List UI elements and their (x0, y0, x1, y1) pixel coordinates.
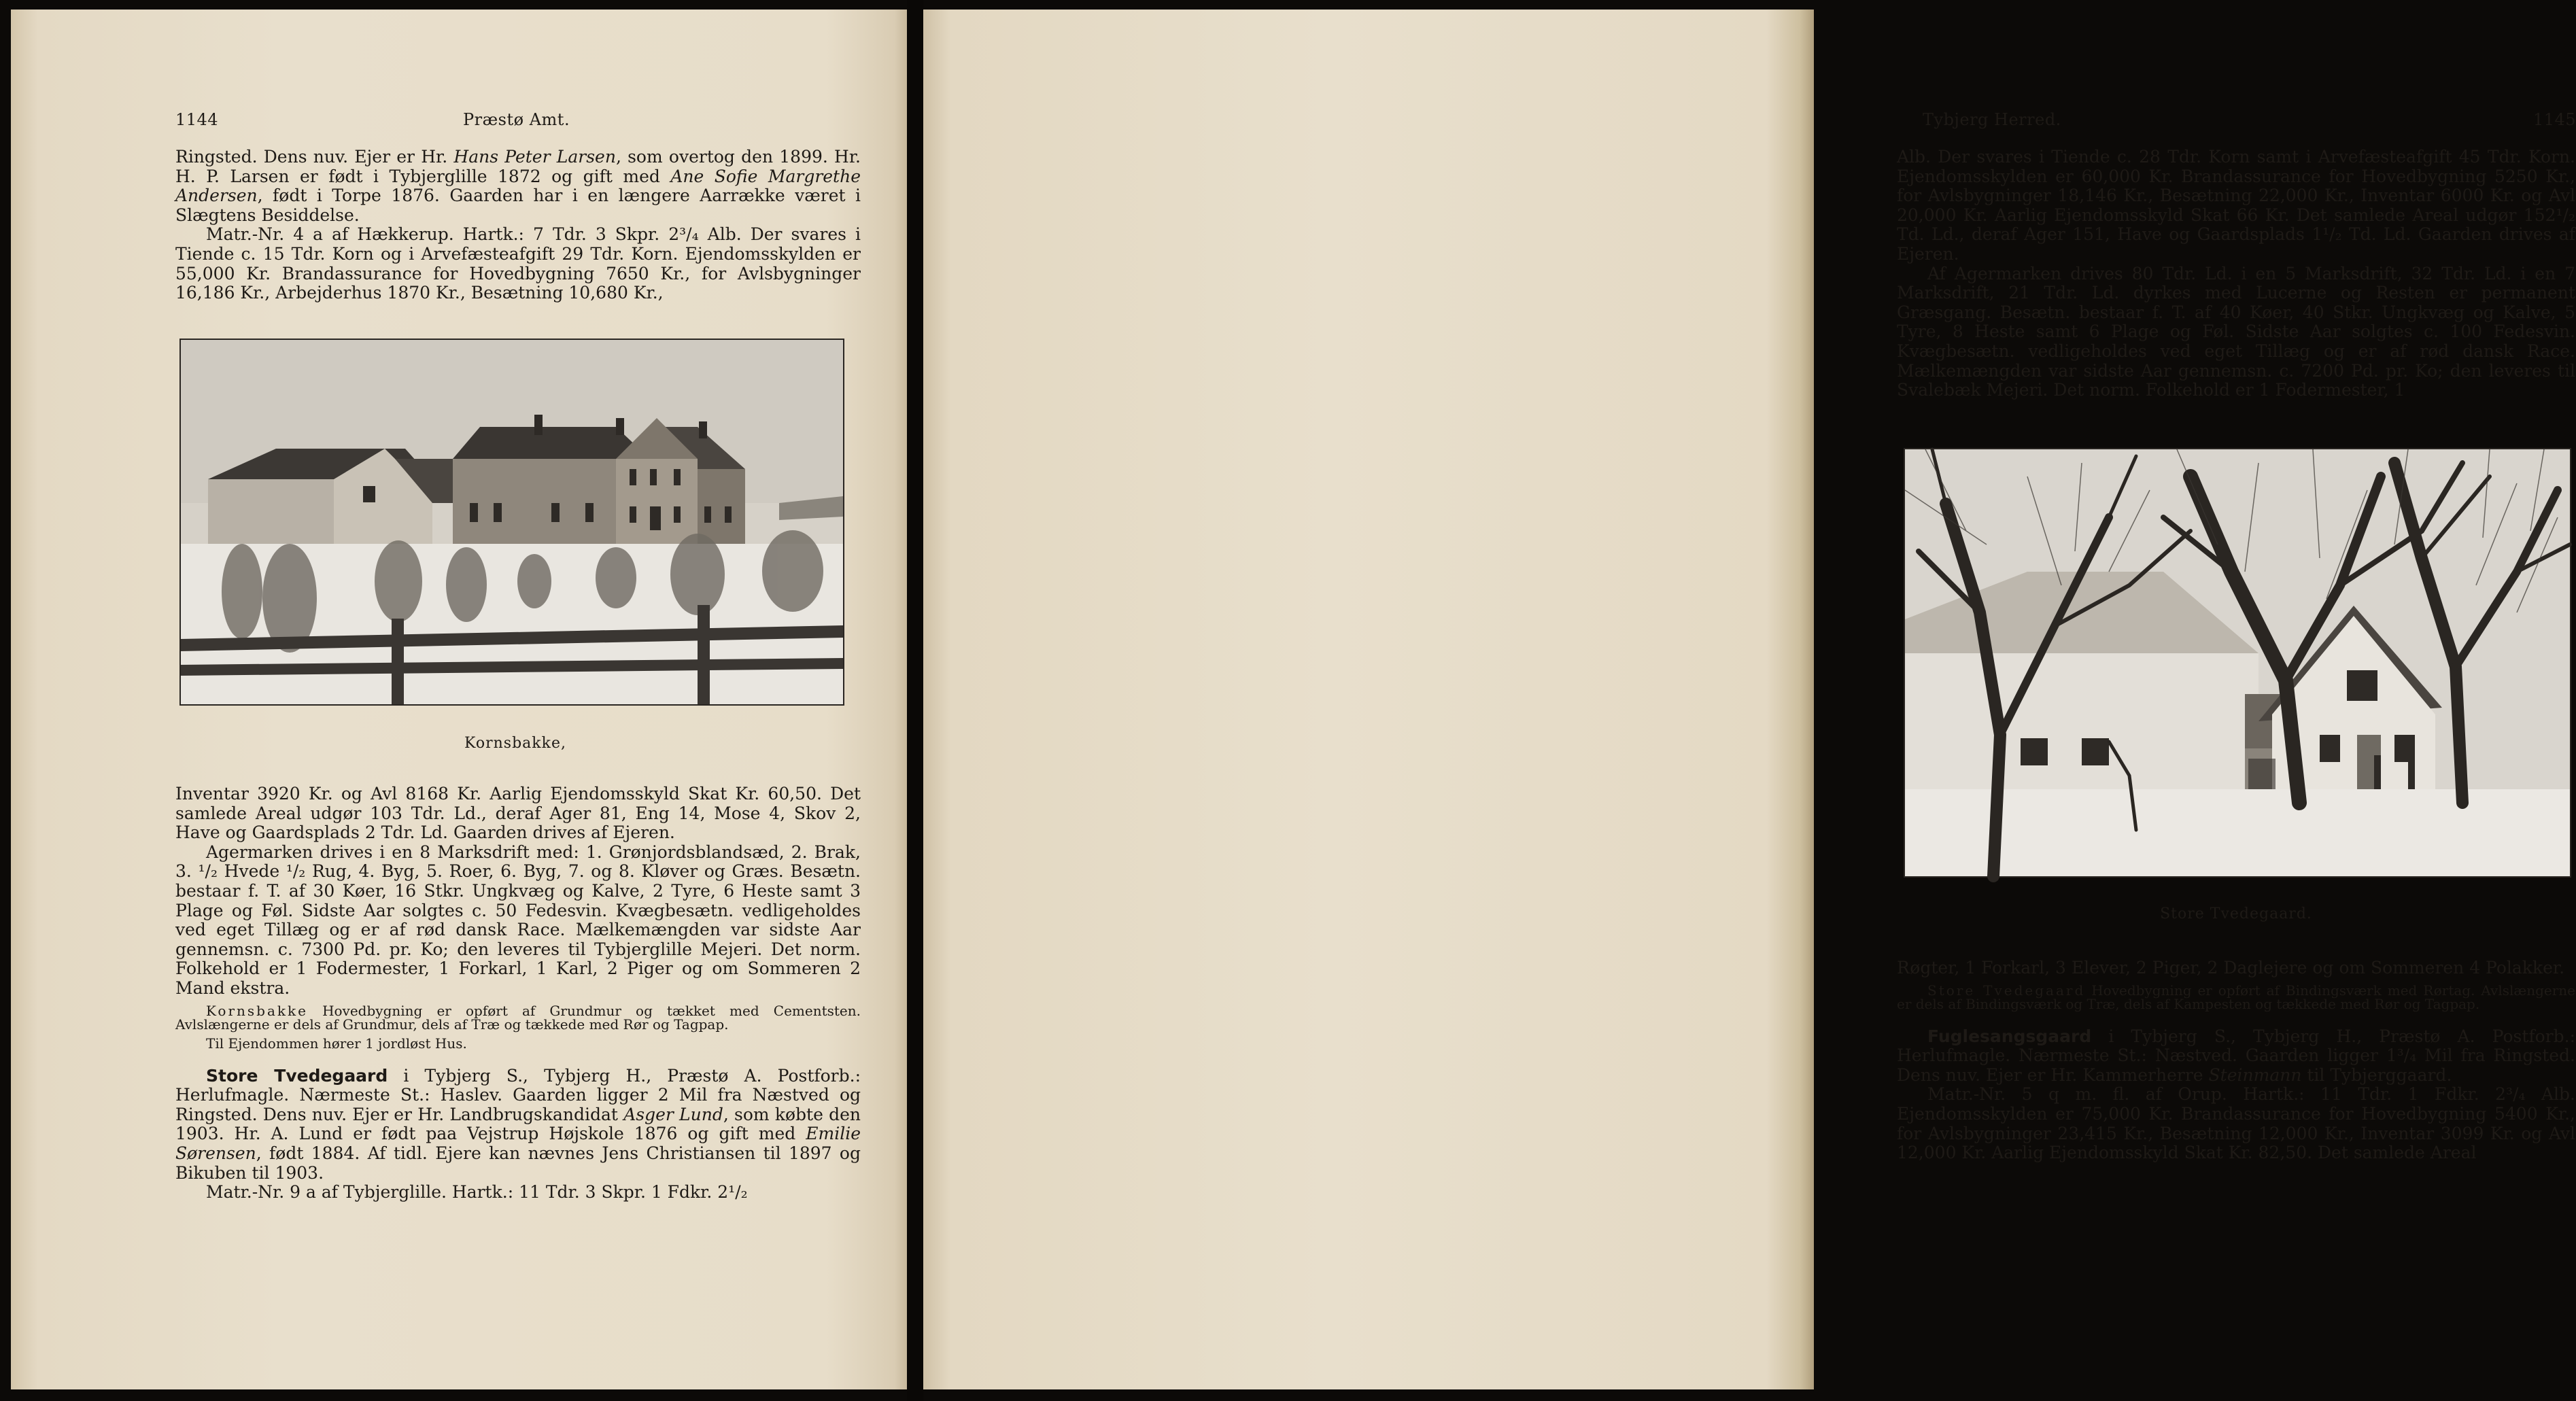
paragraph: Alb. Der svares i Tiende c. 28 Tdr. Korn samt i Arvefæsteafgift 45 Tdr. Korn. Ejendomsskylden er 60,000 Kr. Brandassurance for Hovedbygning 5250 Kr., for Avlsbygninger 18,146 Kr., Besætning 22,000 Kr., Inventar 6000 Kr. og Avl 20,000 Kr. Aarlig Ejendomsskyld Skat 66 Kr. Det samlede Areal udgør 152¹/₂ Td. Ld., deraf Ager 151, Have og Gaardsplads 1¹/₂ Td. Ld. Gaarden drives af Ejeren. (1897, 147, 2575, 264)
page-number: 1145 (2533, 110, 2576, 129)
photo-store-tvedegaard (1904, 448, 2571, 878)
text-block-top (175, 148, 861, 303)
paragraph: Af Agermarken drives 80 Tdr. Ld. i en 5 Marksdrift, 32 Tdr. Ld. i en 7 Marksdrift, 21 Tdr. Ld. dyrkes med Lucerne og Resten er permanent Græsgang. Besætn. bestaar f. T. af 40 Køer, 40 Stkr. Ungkvæg og Kalve, 5 Tyre, 8 Heste samt 6 Plage og Føl. Sidste Aar solgtes c. 100 Fedesvin. Kvægbesætn. vedligeholdes ved eget Tillæg og er af rød dansk Race. Mælkemængden var sidste Aar gennemsn. c. 7200 Pd. pr. Ko; den leveres til Svalebæk Mejeri. Det norm. Folkehold er 1 Fodermester, 1 (1897, 263, 2575, 400)
book-gutter (907, 0, 923, 1401)
photo-caption: Store Tvedegaard. (2160, 905, 2312, 922)
photo-kornsbakke (179, 339, 844, 706)
note-paragraph: Kornsbakke Hovedbygning er opført af Grundmur og tækket med Cementsten. Avlslængerne er dels af Grundmur, dels af Træ og tækkede med Rør og Tagpap. (175, 1002, 861, 1033)
text-block-top (1897, 148, 2575, 400)
photo-caption: Kornsbakke, (464, 735, 566, 752)
page-number: 1144 (175, 110, 219, 129)
farmhouse-photo (1905, 449, 2570, 876)
paragraph: Matr.-Nr. 5 q m. fl. af Orup. Hartk.: 11 Tdr. 1 Fdkr. 2³/₄ Alb. Ejendomsskylden er 75,000 Kr. Brandassurance for Hovedbygning 5400 Kr., for Avlsbygninger 23,415 Kr., Besætning 12,000 Kr., Inventar 3099 Kr. og Avl 12,000 Kr. Aarlig Ejendomsskyld Skat Kr. 82,50. Det samlede Areal (1897, 1084, 2575, 1163)
paragraph: Ringsted. Dens nuv. Ejer er Hr. Hans Peter Larsen, som overtog den 1899. Hr. H. P. Larsen er født i Tybjerglille 1872 og gift med Ane Sofie Margrethe Andersen, født i Torpe 1876. Gaarden har i en længere Aarrække været i Slægtens Besiddelse. (175, 147, 861, 225)
running-head: Tybjerg Herred. (1923, 110, 2061, 129)
entry-title: Store Tvedegaard (206, 1065, 388, 1086)
entry-paragraph: Fuglesangsgaard i Tybjerg S., Tybjerg H., Præstø A. Postforb.: Herlufmagle. Nærmeste St.: Næstved. Gaarden ligger 1³/₄ Mil fra Ringsted. Dens nuv. Ejer er Hr. Kammerherre Steinmann til Tybjerggaard. (1897, 1026, 2575, 1085)
paragraph: Agermarken drives i en 8 Marksdrift med: 1. Grønjordsblandsæd, 2. Brak, 3. ¹/₂ Hvede ¹/₂ Rug, 4. Byg, 5. Roer, 6. Byg, 7. og 8. Kløver og Græs. Besætn. bestaar f. T. af 30 Køer, 16 Stkr. Ungkvæg og Kalve, 2 Tyre, 6 Heste samt 3 Plage og Føl. Sidste Aar solgtes c. 50 Fedesvin. Kvægbesætn. vedligeholdes ved eget Tillæg og er af rød dansk Race. Mælkemængden var sidste Aar gennemsn. c. 7300 Pd. pr. Ko; den leveres til Tybjerglille Mejeri. Det norm. Folkehold er 1 Fodermester, 1 Forkarl, 1 Karl, 2 Piger og om Sommeren 2 Mand ekstra. (175, 842, 861, 998)
paragraph: Inventar 3920 Kr. og Avl 8168 Kr. Aarlig Ejendomsskyld Skat Kr. 60,50. Det samlede Areal udgør 103 Tdr. Ld., deraf Ager 81, Eng 14, Mose 4, Skov 2, Have og Gaardsplads 2 Tdr. Ld. Gaarden drives af Ejeren. (175, 784, 861, 843)
paragraph: Matr.-Nr. 9 a af Tybjerglille. Hartk.: 11 Tdr. 3 Skpr. 1 Fdkr. 2¹/₂ (206, 1182, 748, 1203)
running-head: Præstø Amt. (463, 110, 570, 129)
text-block-bottom (1897, 958, 2575, 1163)
paragraph: Røgter, 1 Forkarl, 3 Elever, 2 Piger, 2 Daglejere og om Sommeren 4 Polakker. (1897, 958, 2565, 978)
entry-title: Fuglesangsgaard (1927, 1026, 2092, 1046)
note-paragraph: Til Ejendommen hører 1 jordløst Hus. (206, 1035, 467, 1052)
left-page (11, 10, 907, 1389)
right-page (923, 10, 2576, 1389)
paragraph: Matr.-Nr. 4 a af Hækkerup. Hartk.: 7 Tdr. 3 Skpr. 2³/₄ Alb. Der svares i Tiende c. 15 Tdr. Korn og i Arvefæsteafgift 29 Tdr. Korn. Ejendomsskylden er 55,000 Kr. Brandassurance for Hovedbygning 7650 Kr., for Avlsbygninger 16,186 Kr., Arbejderhus 1870 Kr., Besætning 10,680 Kr., (175, 224, 861, 303)
note-paragraph: Store Tvedegaard Hovedbygning er opført af Bindingsværk med Rørtag. Avlslængerne er dels af Bindingsværk og Træ, dels af Kampesten og tækkede med Rør og Tagpap. (1897, 982, 2575, 1012)
farmhouse-photo (181, 340, 843, 704)
entry-paragraph: Store Tvedegaard i Tybjerg S., Tybjerg H., Præstø A. Postforb.: Herlufmagle. Nærmeste St.: Haslev. Gaarden ligger 2 Mil fra Næstved og Ringsted. Dens nuv. Ejer er Hr. Landbrugskandidat Asger Lund, som købte den 1903. Hr. A. Lund er født paa Vejstrup Højskole 1876 og gift med Emilie Sørensen, født 1884. Af tidl. Ejere kan nævnes Jens Christiansen til 1897 og Bikuben til 1903. (175, 1065, 861, 1183)
text-block-bottom (175, 784, 861, 1203)
